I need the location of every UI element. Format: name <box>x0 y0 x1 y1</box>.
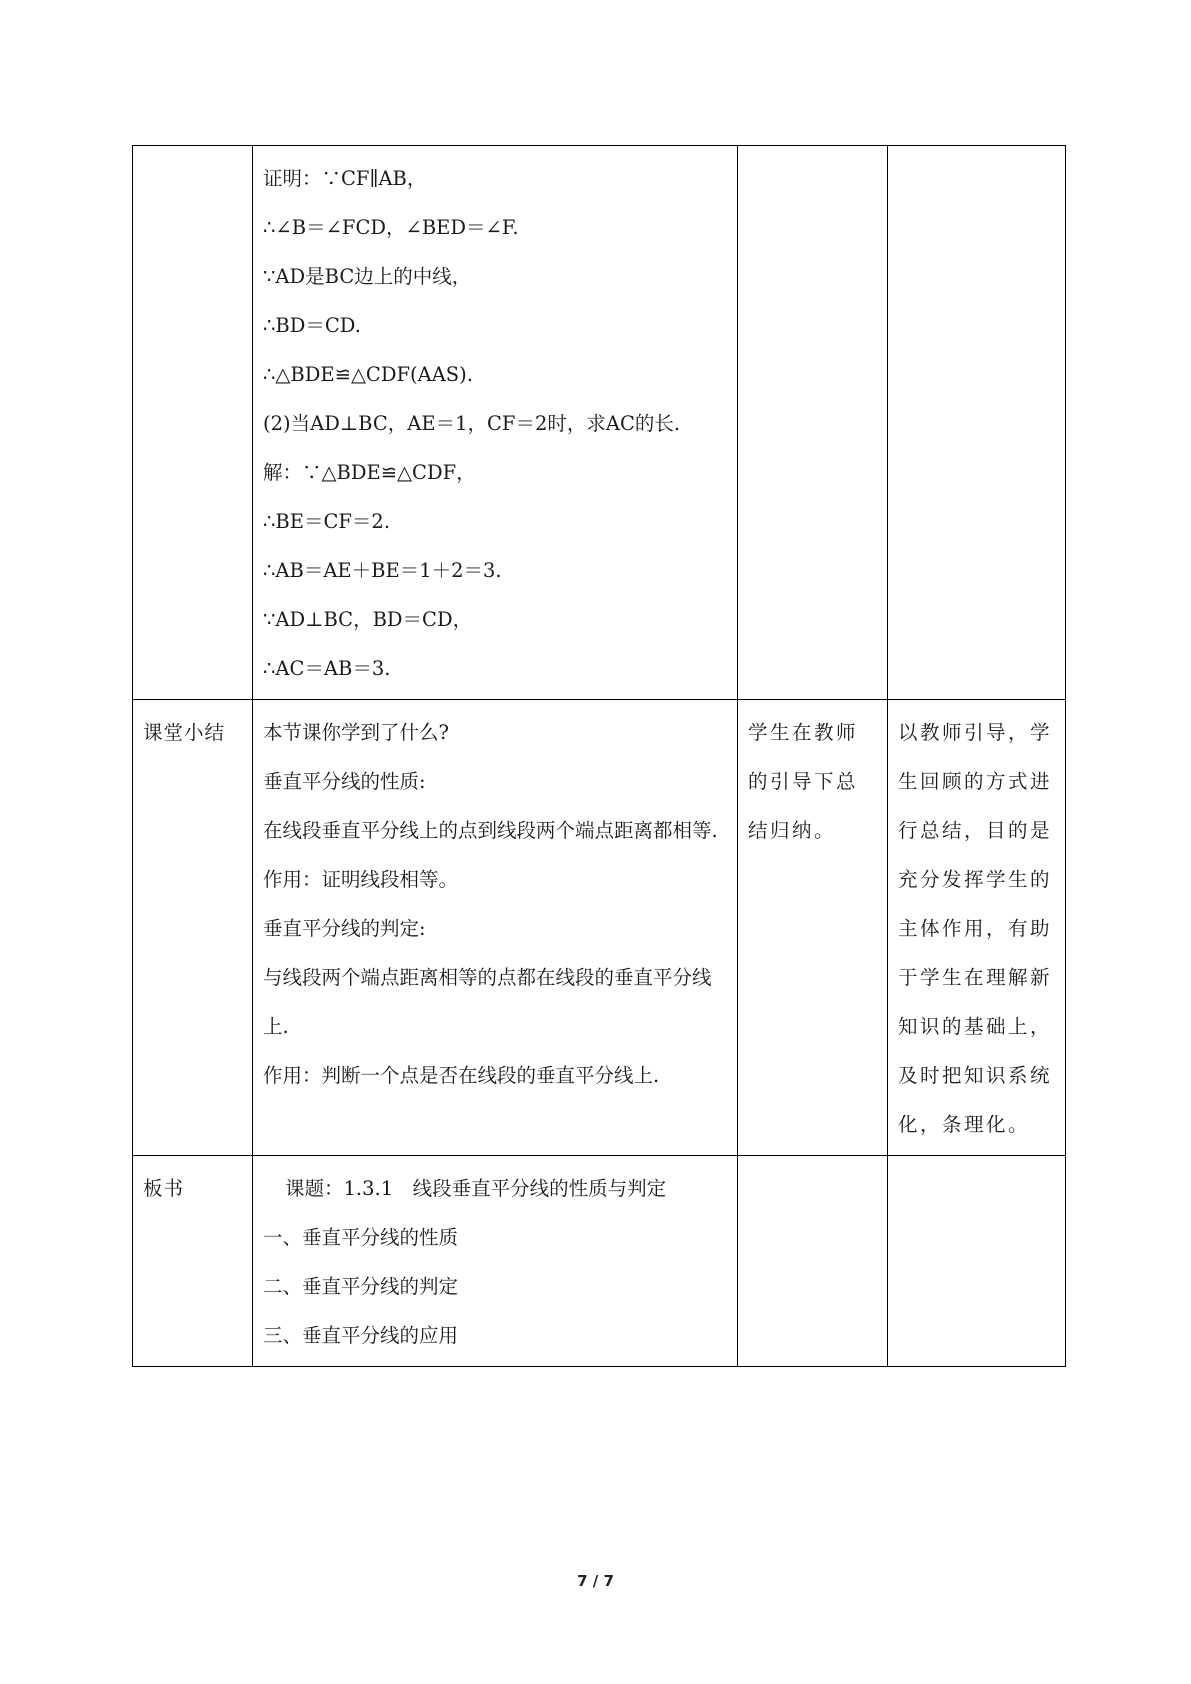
student-activity-cell: 学生在教师的引导下总结归纳。 <box>738 700 888 1156</box>
table-row <box>133 1156 1066 1367</box>
text-line: 三、垂直平分线的应用 <box>263 1324 459 1347</box>
page-number: 7 / 7 <box>577 1572 614 1590</box>
design-intent-cell <box>888 1156 1066 1367</box>
table-row <box>133 146 1066 700</box>
text-line: ∴AC＝AB＝3. <box>263 657 391 680</box>
text-line: 作用：证明线段相等。 <box>263 868 459 891</box>
text-line: 垂直平分线的判定: <box>263 917 426 940</box>
student-activity-cell <box>738 146 888 700</box>
board-title: 课题：1.3.1 线段垂直平分线的性质与判定 <box>285 1177 667 1200</box>
lesson-plan-table <box>132 145 1066 1367</box>
text-line: ∵AD⊥BC，BD＝CD， <box>263 608 473 631</box>
row-label: 板书 <box>133 1156 253 1367</box>
text-line: ∴∠B＝∠FCD，∠BED＝∠F. <box>263 216 519 239</box>
table-row <box>133 700 1066 1156</box>
text-line: ∴△BDE≌△CDF(AAS). <box>263 363 473 386</box>
text-line: 本节课你学到了什么? <box>263 721 449 744</box>
row-label: 课堂小结 <box>133 700 253 1156</box>
text-line: 二、垂直平分线的判定 <box>263 1275 459 1298</box>
content-cell <box>253 146 738 700</box>
text-line: 证明：∵CF∥AB， <box>263 167 427 190</box>
text-line: ∴BE＝CF＝2. <box>263 510 391 533</box>
text-line: 解：∵△BDE≌△CDF， <box>263 461 476 484</box>
text-line: ∴AB＝AE＋BE＝1＋2＝3. <box>263 559 502 582</box>
design-intent-cell: 以教师引导，学生回顾的方式进行总结，目的是充分发挥学生的主体作用，有助于学生在理解新知识的基础上，及时把知识系统化，条理化。 <box>888 700 1066 1156</box>
content-cell <box>253 700 738 1156</box>
student-activity-cell <box>738 1156 888 1367</box>
text-line: 作用：判断一个点是否在线段的垂直平分线上. <box>263 1064 660 1087</box>
text-line: ∵AD是BC边上的中线， <box>263 265 472 288</box>
text-line: 一、垂直平分线的性质 <box>263 1226 459 1249</box>
text-line: ∴BD＝CD. <box>263 314 361 337</box>
text-paragraph: 与线段两个端点距离相等的点都在线段的垂直平分线上. <box>263 966 712 1038</box>
text-line: (2)当AD⊥BC，AE＝1，CF＝2时，求AC的长. <box>263 412 681 435</box>
text-paragraph: 在线段垂直平分线上的点到线段两个端点距离都相等. <box>263 819 718 842</box>
text-line: 垂直平分线的性质: <box>263 770 426 793</box>
content-cell <box>253 1156 738 1367</box>
row-label <box>133 146 253 700</box>
design-intent-cell <box>888 146 1066 700</box>
